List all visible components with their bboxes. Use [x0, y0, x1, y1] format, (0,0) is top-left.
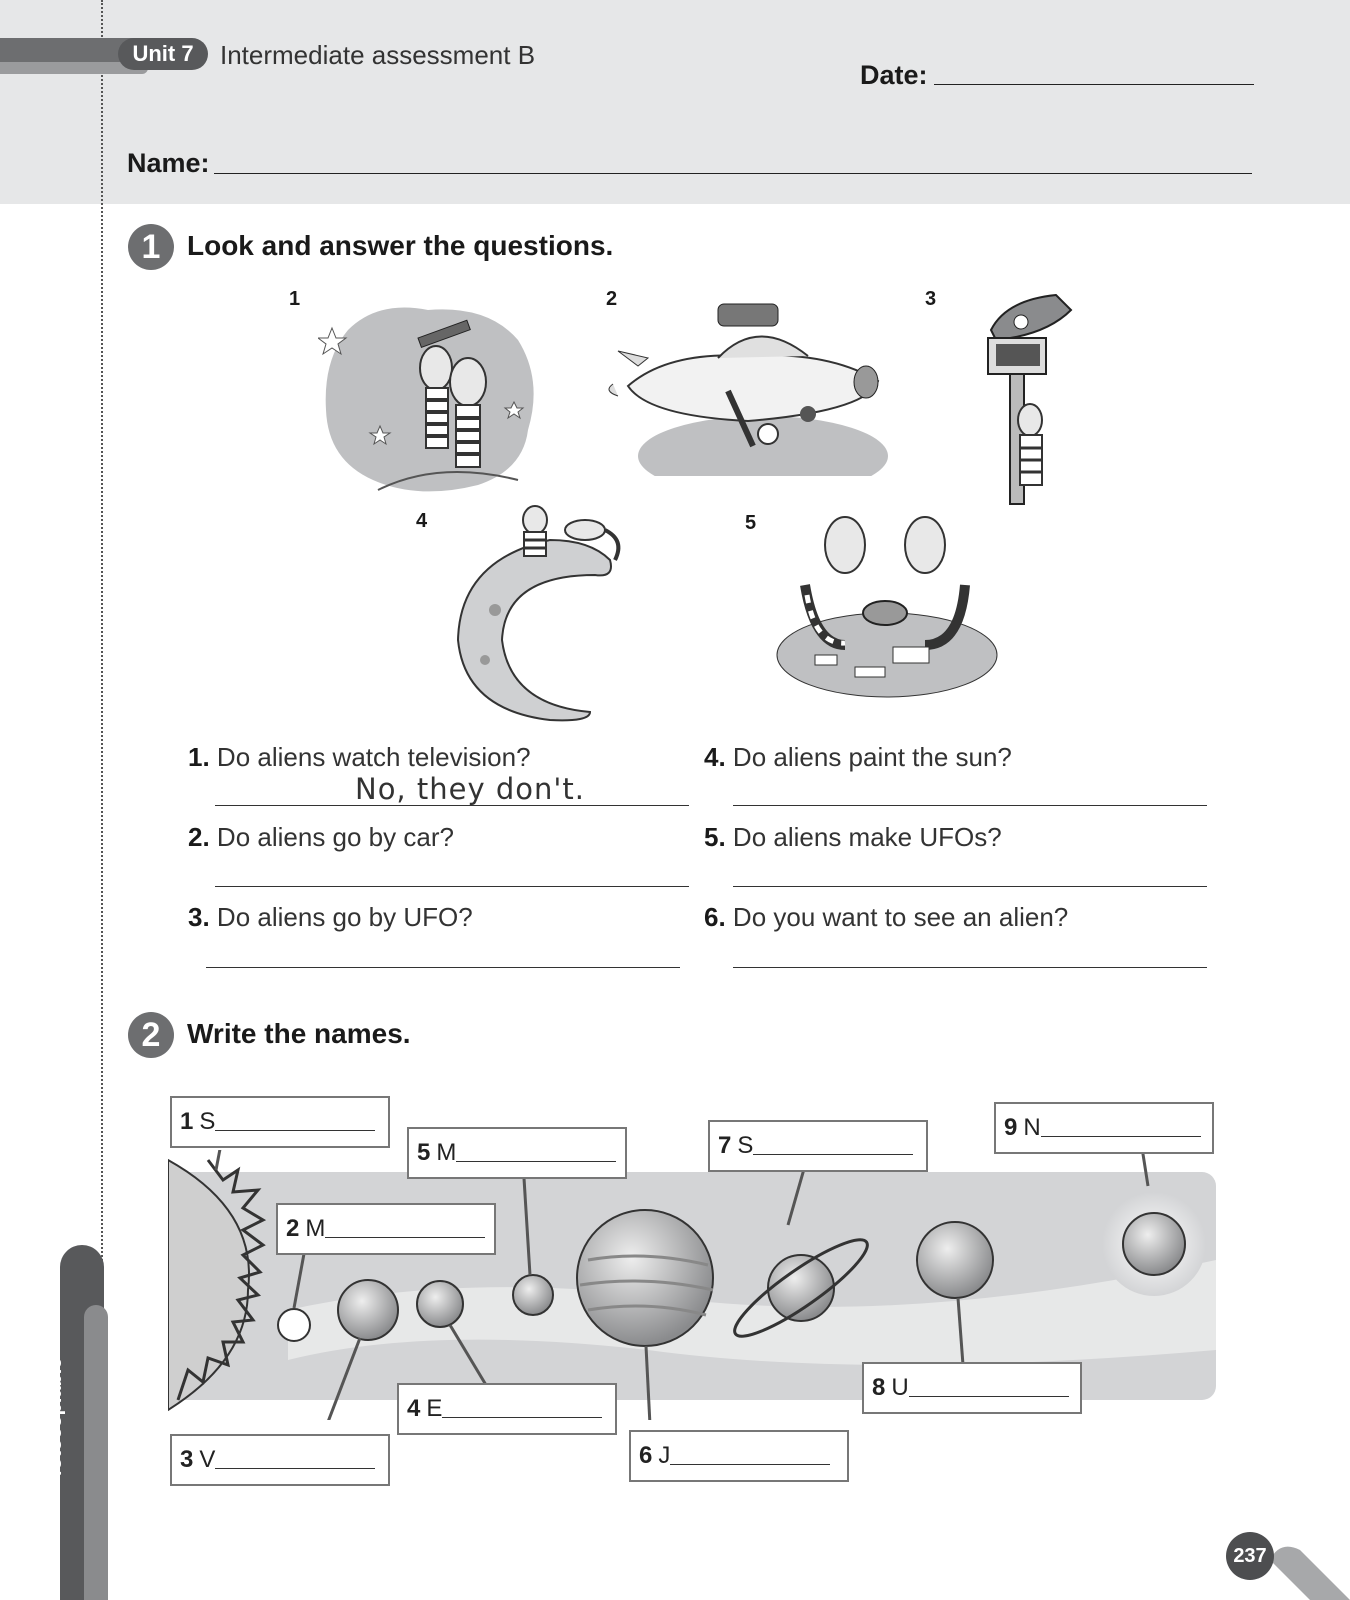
- unit-label: Unit 7: [118, 38, 208, 70]
- planet-label-2[interactable]: [276, 1203, 496, 1255]
- planet-label-3[interactable]: [170, 1434, 390, 1486]
- question-4: [704, 742, 1012, 773]
- planet-label-4[interactable]: [397, 1383, 617, 1435]
- label-write-line[interactable]: [215, 1108, 375, 1131]
- answer-5-line[interactable]: [733, 886, 1207, 887]
- alien-pole-sign-illustration: [986, 290, 1076, 510]
- label-letter: M: [305, 1215, 326, 1242]
- label-number: 9: [1004, 1114, 1018, 1141]
- label-write-line[interactable]: [909, 1374, 1069, 1397]
- label-number: 5: [417, 1139, 431, 1166]
- planet-label-9[interactable]: [994, 1102, 1214, 1154]
- answer-1-line[interactable]: [215, 805, 689, 806]
- picture-number-2: 2: [606, 288, 618, 310]
- question-text: Do aliens make UFOs?: [732, 822, 1002, 852]
- answer-3-line[interactable]: [206, 967, 680, 968]
- question-text: Do aliens paint the sun?: [732, 742, 1012, 772]
- aliens-telescope-illustration: [318, 290, 548, 500]
- planet-label-1[interactable]: [170, 1096, 390, 1148]
- question-text: Do aliens go by car?: [216, 822, 454, 852]
- exercise-2-badge: 2: [128, 1012, 174, 1058]
- label-letter: S: [737, 1132, 754, 1159]
- question-6: [704, 902, 1068, 933]
- page-number: 237: [1226, 1532, 1274, 1580]
- picture-number-5: 5: [745, 512, 757, 534]
- question-number: 3.: [188, 902, 210, 932]
- label-write-line[interactable]: [1041, 1114, 1201, 1137]
- label-number: 1: [180, 1108, 194, 1135]
- alien-rocket-car-illustration: [608, 296, 898, 476]
- question-1: [188, 742, 531, 773]
- question-5: [704, 822, 1002, 853]
- label-write-line[interactable]: [325, 1215, 485, 1238]
- date-label: Date:: [860, 60, 928, 90]
- aliens-painting-moon-illustration: [440, 500, 640, 725]
- label-letter: J: [658, 1442, 671, 1469]
- picture-number-4: 4: [416, 510, 428, 532]
- label-number: 3: [180, 1446, 194, 1473]
- side-tab-light: [84, 1305, 108, 1600]
- label-number: 8: [872, 1374, 886, 1401]
- exercise-1-badge: 1: [128, 224, 174, 270]
- label-number: 4: [407, 1395, 421, 1422]
- label-write-line[interactable]: [753, 1132, 913, 1155]
- question-text: Do you want to see an alien?: [732, 902, 1069, 932]
- page-corner-shape: [1270, 1540, 1350, 1600]
- exercise-2-instruction: Write the names.: [187, 1018, 411, 1049]
- answer-1-text: No, they don't.: [355, 772, 585, 806]
- label-number: 2: [286, 1215, 300, 1242]
- picture-number-3: 3: [925, 288, 937, 310]
- question-text: Do aliens go by UFO?: [216, 902, 473, 932]
- name-field[interactable]: [214, 173, 1252, 174]
- label-number: 7: [718, 1132, 732, 1159]
- picture-number-1: 1: [289, 288, 301, 310]
- question-3: [188, 902, 473, 933]
- answer-4-line[interactable]: [733, 805, 1207, 806]
- label-letter: U: [891, 1374, 909, 1401]
- label-write-line[interactable]: [442, 1395, 602, 1418]
- assessment-title: Intermediate assessment B: [220, 40, 536, 70]
- question-number: 2.: [188, 822, 210, 852]
- label-letter: E: [426, 1395, 443, 1422]
- name-label: Name:: [127, 148, 210, 178]
- answer-2-line[interactable]: [215, 886, 689, 887]
- question-text: Do aliens watch television?: [216, 742, 531, 772]
- planet-label-6[interactable]: [629, 1430, 849, 1482]
- label-number: 6: [639, 1442, 653, 1469]
- label-letter: S: [199, 1108, 216, 1135]
- question-number: 5.: [704, 822, 726, 852]
- photocopiable-label: Material fotocopiable: [21, 1357, 66, 1477]
- answer-6-line[interactable]: [733, 967, 1207, 968]
- question-number: 1.: [188, 742, 210, 772]
- question-number: 4.: [704, 742, 726, 772]
- unit-tab: [0, 38, 208, 72]
- planet-label-7[interactable]: [708, 1120, 928, 1172]
- label-write-line[interactable]: [456, 1139, 616, 1162]
- label-letter: M: [436, 1139, 457, 1166]
- exercise-1-instruction: Look and answer the questions.: [187, 230, 614, 261]
- label-write-line[interactable]: [670, 1442, 830, 1465]
- question-number: 6.: [704, 902, 726, 932]
- label-letter: N: [1023, 1114, 1041, 1141]
- label-write-line[interactable]: [215, 1446, 375, 1469]
- planet-label-5[interactable]: [407, 1127, 627, 1179]
- label-letter: V: [199, 1446, 216, 1473]
- date-field[interactable]: [934, 84, 1254, 85]
- question-2: [188, 822, 454, 853]
- planet-label-8[interactable]: [862, 1362, 1082, 1414]
- aliens-making-ufo-illustration: [775, 505, 1000, 700]
